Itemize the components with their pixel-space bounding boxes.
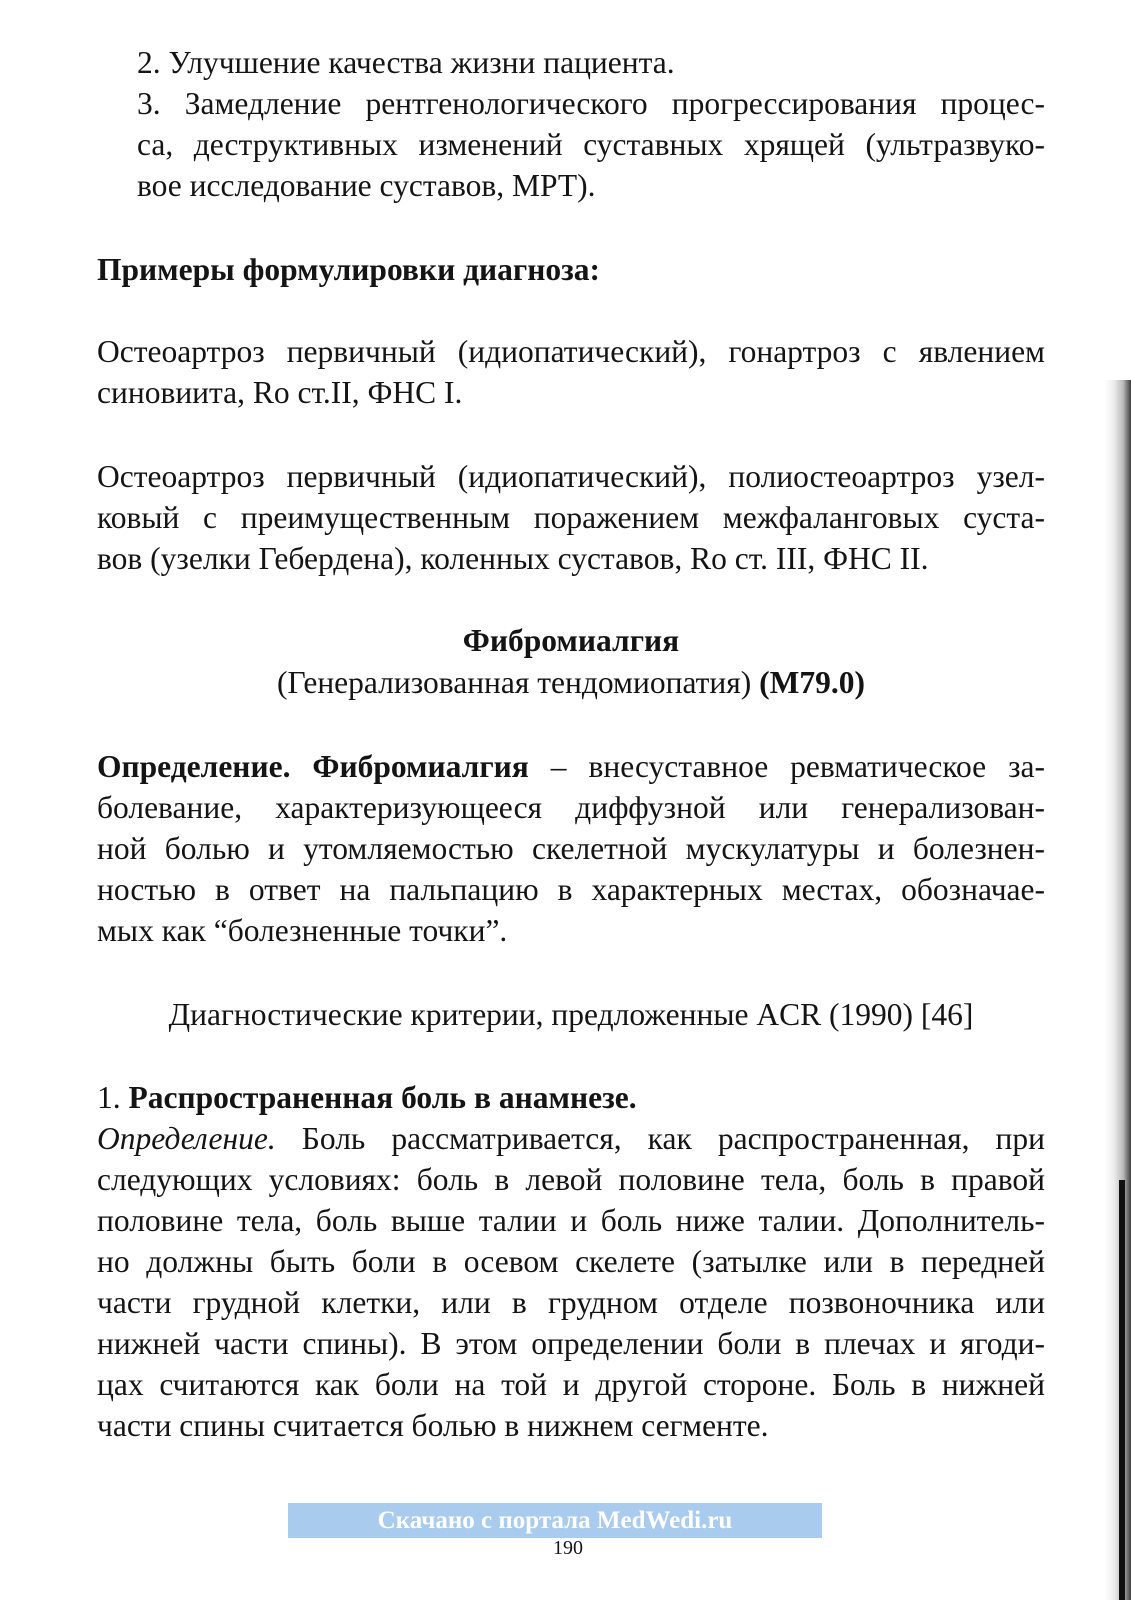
goal-item-3-line-3: вое исследование суставов, МРТ). [137, 168, 596, 203]
example-2-line-2: ковый с преимущественным поражением межфаланговых суста- [97, 500, 1045, 535]
goal-item-3-line-1: 3. Замедление рентгенологического прогрессирования процес- [137, 86, 1045, 121]
section-subtitle [97, 662, 1045, 703]
definition-paragraph [97, 746, 1045, 951]
icd-code: (M79.0) [759, 665, 865, 700]
criterion-1-heading-text: Распространенная боль в анамнезе. [128, 1080, 637, 1115]
criterion-1-line-1-rest: Боль рассматривается, как распространенная, при [301, 1121, 1046, 1156]
scan-page-edge-shadow [1105, 380, 1131, 1600]
scan-binding-line [1119, 1180, 1125, 1600]
criterion-1-line-2: следующих условиях: боль в левой половине тела, боль в правой [97, 1162, 1045, 1197]
definition-term: Фибромиалгия [312, 749, 529, 784]
criterion-1-heading [97, 1077, 1045, 1118]
criteria-caption: Диагностические критерии, предложенные ACR (1990) [46] [168, 997, 974, 1032]
goal-item-3-line-2: са, деструктивных изменений суставных хрящей (ультразвуко- [137, 127, 1045, 162]
definition-line-4: ностью в ответ на пальпацию в характерных местах, обозначае- [97, 872, 1045, 907]
page-number: 190 [553, 1537, 583, 1559]
criterion-1-line-8: части спины считается болью в нижнем сегменте. [97, 1408, 769, 1443]
criterion-1-line-6: нижней части спины). В этом определении боли в плечах и ягоди- [97, 1326, 1045, 1361]
definition-line-1-rest: – внесуставное ревматическое за- [550, 749, 1046, 784]
criterion-1-line-3: половине тела, боль выше талии и боль ниже талии. Дополнитель- [97, 1203, 1045, 1238]
example-1-line-2: синовиита, Ro ст.II, ФНС I. [97, 375, 463, 410]
goal-item-2: 2. Улучшение качества жизни пациента. [137, 45, 675, 80]
criterion-1-line-4: но должны быть боли в осевом скелете (затылке или в передней [97, 1244, 1045, 1279]
criterion-1-label: Определение. [97, 1121, 276, 1156]
section-subtitle-text: (Генерализованная тендомиопатия) [277, 665, 752, 700]
section-title: Фибромиалгия [462, 623, 680, 658]
diagnosis-example-2 [97, 456, 1045, 579]
definition-line-1 [97, 746, 1045, 787]
criterion-1-number: 1. [97, 1080, 121, 1115]
definition-line-3: ной болью и утомляемостью скелетной мускулатуры и болезнен- [97, 831, 1045, 866]
criterion-1-line-7: цах считаются как боли на той и другой стороне. Боль в нижней [97, 1367, 1045, 1402]
definition-line-5: мых как “болезненные точки”. [97, 913, 508, 948]
example-2-line-3: вов (узелки Гебердена), коленных суставов, Ro ст. III, ФНС II. [97, 541, 929, 576]
download-watermark: Скачано с портала MedWedi.ru [288, 1503, 822, 1538]
criterion-1-line-1 [97, 1118, 1045, 1159]
criterion-1 [97, 1077, 1045, 1446]
definition-label: Определение. [97, 749, 291, 784]
examples-heading: Примеры формулировки диагноза: [97, 252, 601, 287]
diagnosis-example-1 [97, 331, 1045, 413]
example-2-line-1: Остеоартроз первичный (идиопатический), полиостеоартроз узел- [97, 459, 1045, 494]
treatment-goals-list [97, 42, 1045, 206]
example-1-line-1: Остеоартроз первичный (идиопатический), гонартроз с явлением [97, 334, 1045, 369]
definition-line-2: болевание, характеризующееся диффузной или генерализован- [97, 790, 1045, 825]
criterion-1-line-5: части грудной клетки, или в грудном отделе позвоночника или [97, 1285, 1045, 1320]
